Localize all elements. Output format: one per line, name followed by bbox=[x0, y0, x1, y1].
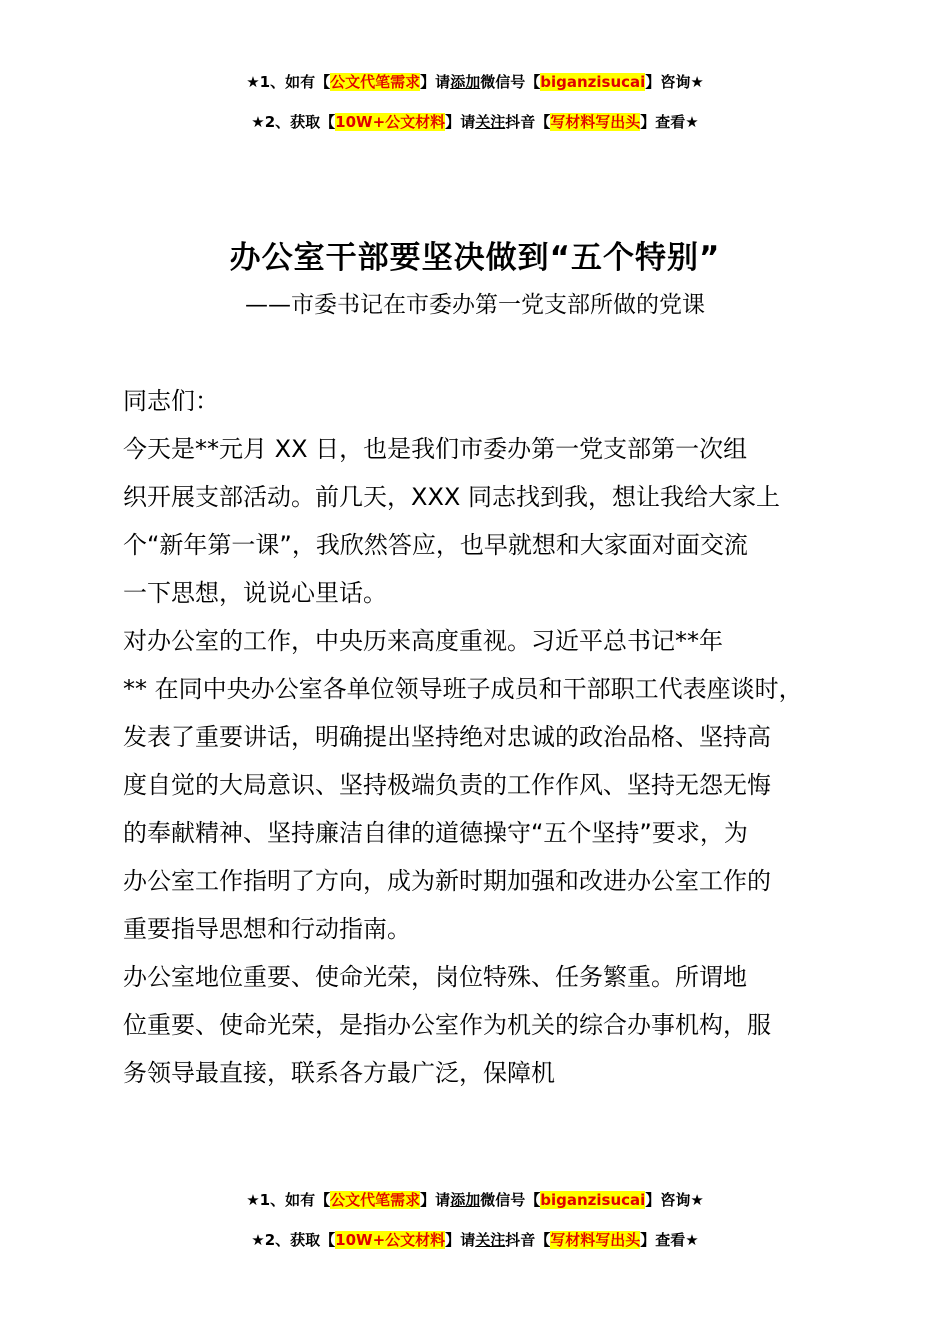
paragraph-line: 今天是**元月 XX 日，也是我们市委办第一党支部第一次组 bbox=[123, 435, 748, 463]
banner-underline: 关注 bbox=[475, 113, 506, 131]
paragraph-line: 的奉献精神、坚持廉洁自律的道德操守“五个坚持”要求，为 bbox=[123, 819, 748, 847]
bracket: 【 bbox=[320, 113, 336, 131]
paragraph-1 bbox=[123, 425, 853, 617]
bracket: 【 bbox=[535, 113, 551, 131]
paragraph-line: ** 在同中央办公室各单位领导班子成员和干部职工代表座谈时， bbox=[123, 675, 803, 703]
paragraph-line: 办公室工作指明了方向，成为新时期加强和改进办公室工作的 bbox=[123, 867, 771, 895]
banner-text: 咨询★ bbox=[660, 1191, 704, 1209]
highlight-materials: 10W+公文材料 bbox=[335, 113, 446, 131]
paragraph-line: 位重要、使命光荣，是指办公室作为机关的综合办事机构，服 bbox=[123, 1011, 771, 1039]
banner-line-1 bbox=[0, 62, 950, 102]
banner-text: 咨询★ bbox=[660, 73, 704, 91]
document-body bbox=[123, 377, 853, 1097]
salutation bbox=[123, 377, 853, 425]
bracket: 】 bbox=[640, 1231, 656, 1249]
paragraph-line: 务领导最直接，联系各方最广泛，保障机 bbox=[123, 1059, 555, 1087]
banner-text: ★1、如有 bbox=[246, 1191, 316, 1209]
banner-line-2 bbox=[0, 102, 950, 142]
bracket: 】 bbox=[640, 113, 656, 131]
banner-text: 查看★ bbox=[655, 1231, 699, 1249]
banner-text: 请 bbox=[435, 1191, 451, 1209]
banner-text: ★1、如有 bbox=[246, 73, 316, 91]
highlight-douyin-account: 写材料写出头 bbox=[550, 1231, 641, 1249]
paragraph-line: 度自觉的大局意识、坚持极端负责的工作作风、坚持无怨无悔 bbox=[123, 771, 771, 799]
banner-text: 请 bbox=[460, 1231, 476, 1249]
banner-line-2 bbox=[0, 1220, 950, 1260]
banner-line-1 bbox=[0, 1180, 950, 1220]
paragraph-line: 对办公室的工作，中央历来高度重视。习近平总书记**年 bbox=[123, 627, 723, 655]
highlight-wechat-id: biganzisucai bbox=[540, 1191, 646, 1209]
banner-text: 请 bbox=[460, 113, 476, 131]
document-title: 办公室干部要坚决做到“五个特别” bbox=[229, 240, 721, 276]
banner-text: ★2、获取 bbox=[251, 1231, 321, 1249]
bracket: 【 bbox=[525, 73, 541, 91]
paragraph-line: 一下思想，说说心里话。 bbox=[123, 579, 387, 607]
banner-underline: 关注 bbox=[475, 1231, 506, 1249]
banner-text: 微信号 bbox=[480, 1191, 526, 1209]
bracket: 【 bbox=[315, 1191, 331, 1209]
paragraph-line: 织开展支部活动。前几天，XXX 同志找到我，想让我给大家上 bbox=[123, 483, 780, 511]
banner-text: 请 bbox=[435, 73, 451, 91]
paragraph-2 bbox=[123, 617, 853, 953]
highlight-wechat-id: biganzisucai bbox=[540, 73, 646, 91]
bracket: 【 bbox=[535, 1231, 551, 1249]
banner-text: ★2、获取 bbox=[251, 113, 321, 131]
highlight-service: 公文代笔需求 bbox=[330, 1191, 421, 1209]
highlight-materials: 10W+公文材料 bbox=[335, 1231, 446, 1249]
paragraph-3 bbox=[123, 953, 853, 1097]
bottom-banner bbox=[0, 1180, 950, 1260]
banner-underline: 添加 bbox=[450, 1191, 481, 1209]
banner-underline: 添加 bbox=[450, 73, 481, 91]
banner-text: 微信号 bbox=[480, 73, 526, 91]
paragraph-line: 发表了重要讲话，明确提出坚持绝对忠诚的政治品格、坚持高 bbox=[123, 723, 771, 751]
bracket: 】 bbox=[445, 113, 461, 131]
bracket: 】 bbox=[420, 73, 436, 91]
bracket: 】 bbox=[645, 1191, 661, 1209]
paragraph-line: 重要指导思想和行动指南。 bbox=[123, 915, 411, 943]
banner-text: 抖音 bbox=[505, 113, 536, 131]
document-subtitle: ——市委书记在市委办第一党支部所做的党课 bbox=[245, 292, 705, 318]
banner-text: 查看★ bbox=[655, 113, 699, 131]
banner-text: 抖音 bbox=[505, 1231, 536, 1249]
bracket: 】 bbox=[420, 1191, 436, 1209]
bracket: 【 bbox=[320, 1231, 336, 1249]
salutation-line: 同志们： bbox=[123, 387, 219, 415]
top-banner bbox=[0, 62, 950, 142]
bracket: 【 bbox=[525, 1191, 541, 1209]
bracket: 】 bbox=[645, 73, 661, 91]
highlight-douyin-account: 写材料写出头 bbox=[550, 113, 641, 131]
paragraph-line: 办公室地位重要、使命光荣，岗位特殊、任务繁重。所谓地 bbox=[123, 963, 747, 991]
bracket: 】 bbox=[445, 1231, 461, 1249]
bracket: 【 bbox=[315, 73, 331, 91]
paragraph-line: 个“新年第一课”，我欣然答应，也早就想和大家面对面交流 bbox=[123, 531, 748, 559]
highlight-service: 公文代笔需求 bbox=[330, 73, 421, 91]
